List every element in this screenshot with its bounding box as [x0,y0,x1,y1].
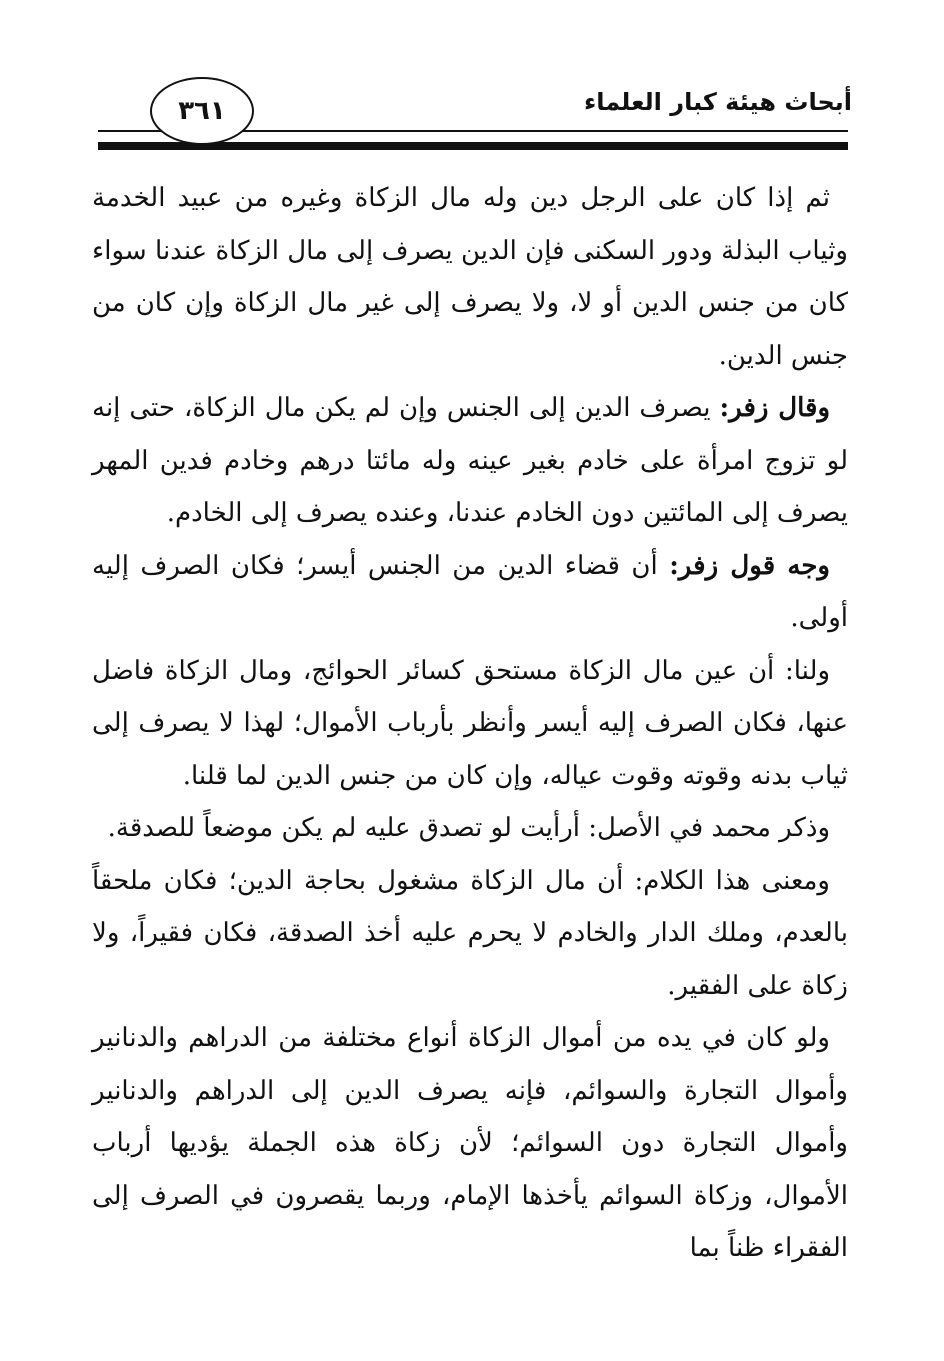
body-text [92,172,848,1275]
paragraph-text: ثم إذا كان على الرجل دين وله مال الزكاة وغيره من عبيد الخدمة وثياب البذلة ودور السكنى فإن الدين يصرف إلى مال الزكاة عندنا سواء كان من جنس الدين أو لا، ولا يصرف إلى غير مال الزكاة وإن كان من جنس الدين. [92,183,848,371]
paragraph [92,540,848,645]
page-number: ٣٦١ [178,96,226,126]
paragraph [92,855,848,1013]
paragraph-text: أن قضاء الدين من الجنس أيسر؛ فكان الصرف إليه أولى. [92,550,848,633]
paragraph-lead: وقال زفر: [719,393,830,423]
paragraph [92,382,848,540]
paragraph-lead: وجه قول زفر: [669,550,830,581]
paragraph-text: ولنا: أن عين مال الزكاة مستحق كسائر الحوائج، ومال الزكاة فاضل عنها، فكان الصرف إليه أيسر وأنظر بأرباب الأموال؛ لهذا لا يصرف إلى ثياب بدنه وقوته وقوت عياله، وإن كان من جنس الدين لما قلنا. [92,655,848,791]
paragraph [92,802,848,855]
paragraph [92,645,848,803]
paragraph-text: وذكر محمد في الأصل: أرأيت لو تصدق عليه لم يكن موضعاً للصدقة. [107,813,830,843]
page-number-oval [150,77,254,145]
paragraph [92,1012,848,1275]
paragraph-text: ومعنى هذا الكلام: أن مال الزكاة مشغول بحاجة الدين؛ فكان ملحقاً بالعدم، وملك الدار والخادم لا يحرم عليه أخذ الصدقة، فكان فقيراً، ولا زكاة على الفقير. [92,865,848,1001]
paragraph-text: يصرف الدين إلى الجنس وإن لم يكن مال الزكاة، حتى إنه لو تزوج امرأة على خادم بغير عينه وله مائتا درهم وخادم فدين المهر يصرف إلى المائتين دون الخادم عندنا، وعنده يصرف إلى الخادم. [92,393,848,528]
paragraph-text: ولو كان في يده من أموال الزكاة أنواع مختلفة من الدراهم والدنانير وأموال التجارة والسوائم، فإنه يصرف الدين إلى الدراهم والدنانير وأموال التجارة دون السوائم؛ لأن زكاة هذه الجملة يؤديها أرباب الأموال، وزكاة السوائم يأخذها الإمام، وربما يقصرون في الصرف إلى الفقراء ظناً بما [92,1023,848,1263]
paragraph [92,172,848,382]
running-header-title: أبحاث هيئة كبار العلماء [583,88,852,116]
